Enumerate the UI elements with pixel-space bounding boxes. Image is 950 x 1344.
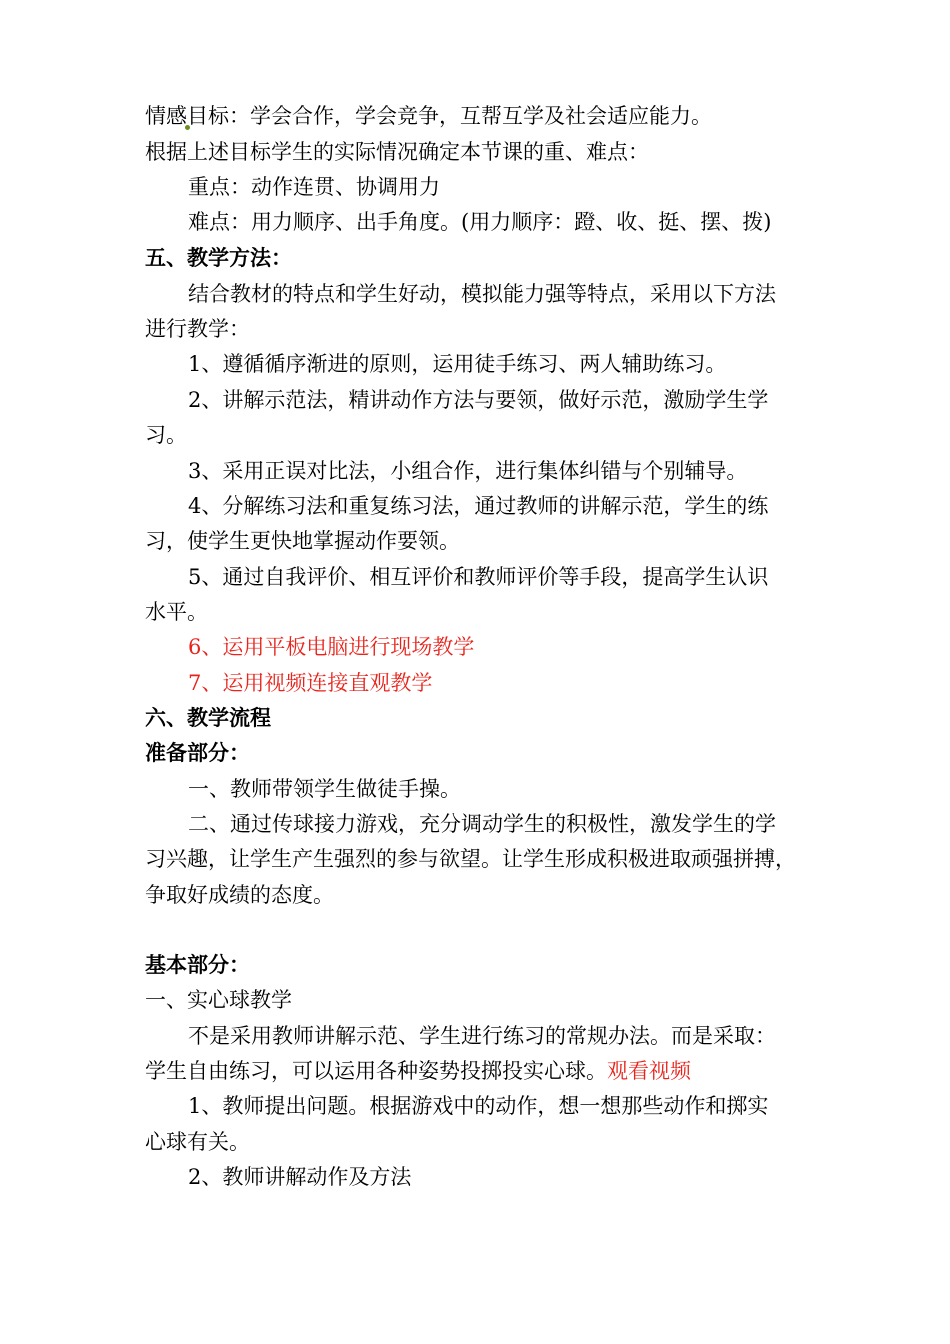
methods-intro-line-1: 结合教材的特点和学生好动，模拟能力强等特点，采用以下方法: [188, 282, 776, 306]
key-point-line: 重点：动作连贯、协调用力: [188, 175, 440, 199]
watch-video-link[interactable]: 观看视频: [607, 1059, 691, 1083]
method-item-5-line-2: 水平。: [145, 600, 208, 624]
difficulty-line: 难点：用力顺序、出手角度。(用力顺序：蹬、收、挺、摆、拨): [188, 210, 772, 234]
prep-item-2-line-3: 争取好成绩的态度。: [145, 883, 334, 907]
basic-step-1-line-1: 1、教师提出问题。根据游戏中的动作，想一想那些动作和掷实: [188, 1094, 769, 1118]
emotional-goal-line: 情感目标：学会合作，学会竞争，互帮互学及社会适应能力。: [145, 104, 712, 128]
subheading-basic: 基本部分：: [145, 952, 250, 977]
method-item-4-line-2: 习，使学生更快地掌握动作要领。: [145, 529, 460, 553]
section-heading-process: 六、教学流程: [145, 705, 271, 730]
basic-desc-line-2: [145, 1058, 691, 1084]
prep-item-1: 一、教师带领学生做徒手操。: [188, 777, 461, 801]
basic-desc-text: 学生自由练习，可以运用各种姿势投掷投实心球。: [145, 1059, 607, 1083]
basic-desc-line-1: 不是采用教师讲解示范、学生进行练习的常规办法。而是采取：: [188, 1024, 776, 1048]
method-item-3: 3、采用正误对比法，小组合作，进行集体纠错与个别辅导。: [188, 459, 748, 483]
methods-intro-line-2: 进行教学：: [145, 317, 250, 341]
prep-item-2-line-2: 习兴趣，让学生产生强烈的参与欲望。让学生形成积极进取顽强拼搏，: [145, 847, 796, 871]
key-points-intro: 根据上述目标学生的实际情况确定本节课的重、难点：: [145, 140, 649, 164]
basic-item-1: 一、实心球教学: [145, 988, 292, 1012]
subheading-preparation: 准备部分：: [145, 740, 250, 765]
method-item-2-line-2: 习。: [145, 423, 187, 447]
basic-step-2: 2、教师讲解动作及方法: [188, 1165, 412, 1189]
method-item-2-line-1: 2、讲解示范法，精讲动作方法与要领，做好示范，激励学生学: [188, 388, 769, 412]
basic-step-1-line-2: 心球有关。: [145, 1130, 250, 1154]
method-item-4-line-1: 4、分解练习法和重复练习法，通过教师的讲解示范，学生的练: [188, 494, 769, 518]
method-item-5-line-1: 5、通过自我评价、相互评价和教师评价等手段，提高学生认识: [188, 565, 769, 589]
method-item-7: 7、运用视频连接直观教学: [188, 671, 433, 695]
section-heading-methods: 五、教学方法：: [145, 245, 292, 270]
prep-item-2-line-1: 二、通过传球接力游戏，充分调动学生的积极性，激发学生的学: [188, 812, 776, 836]
method-item-6: 6、运用平板电脑进行现场教学: [188, 635, 475, 659]
method-item-1: 1、遵循循序渐进的原则，运用徒手练习、两人辅助练习。: [188, 352, 727, 376]
